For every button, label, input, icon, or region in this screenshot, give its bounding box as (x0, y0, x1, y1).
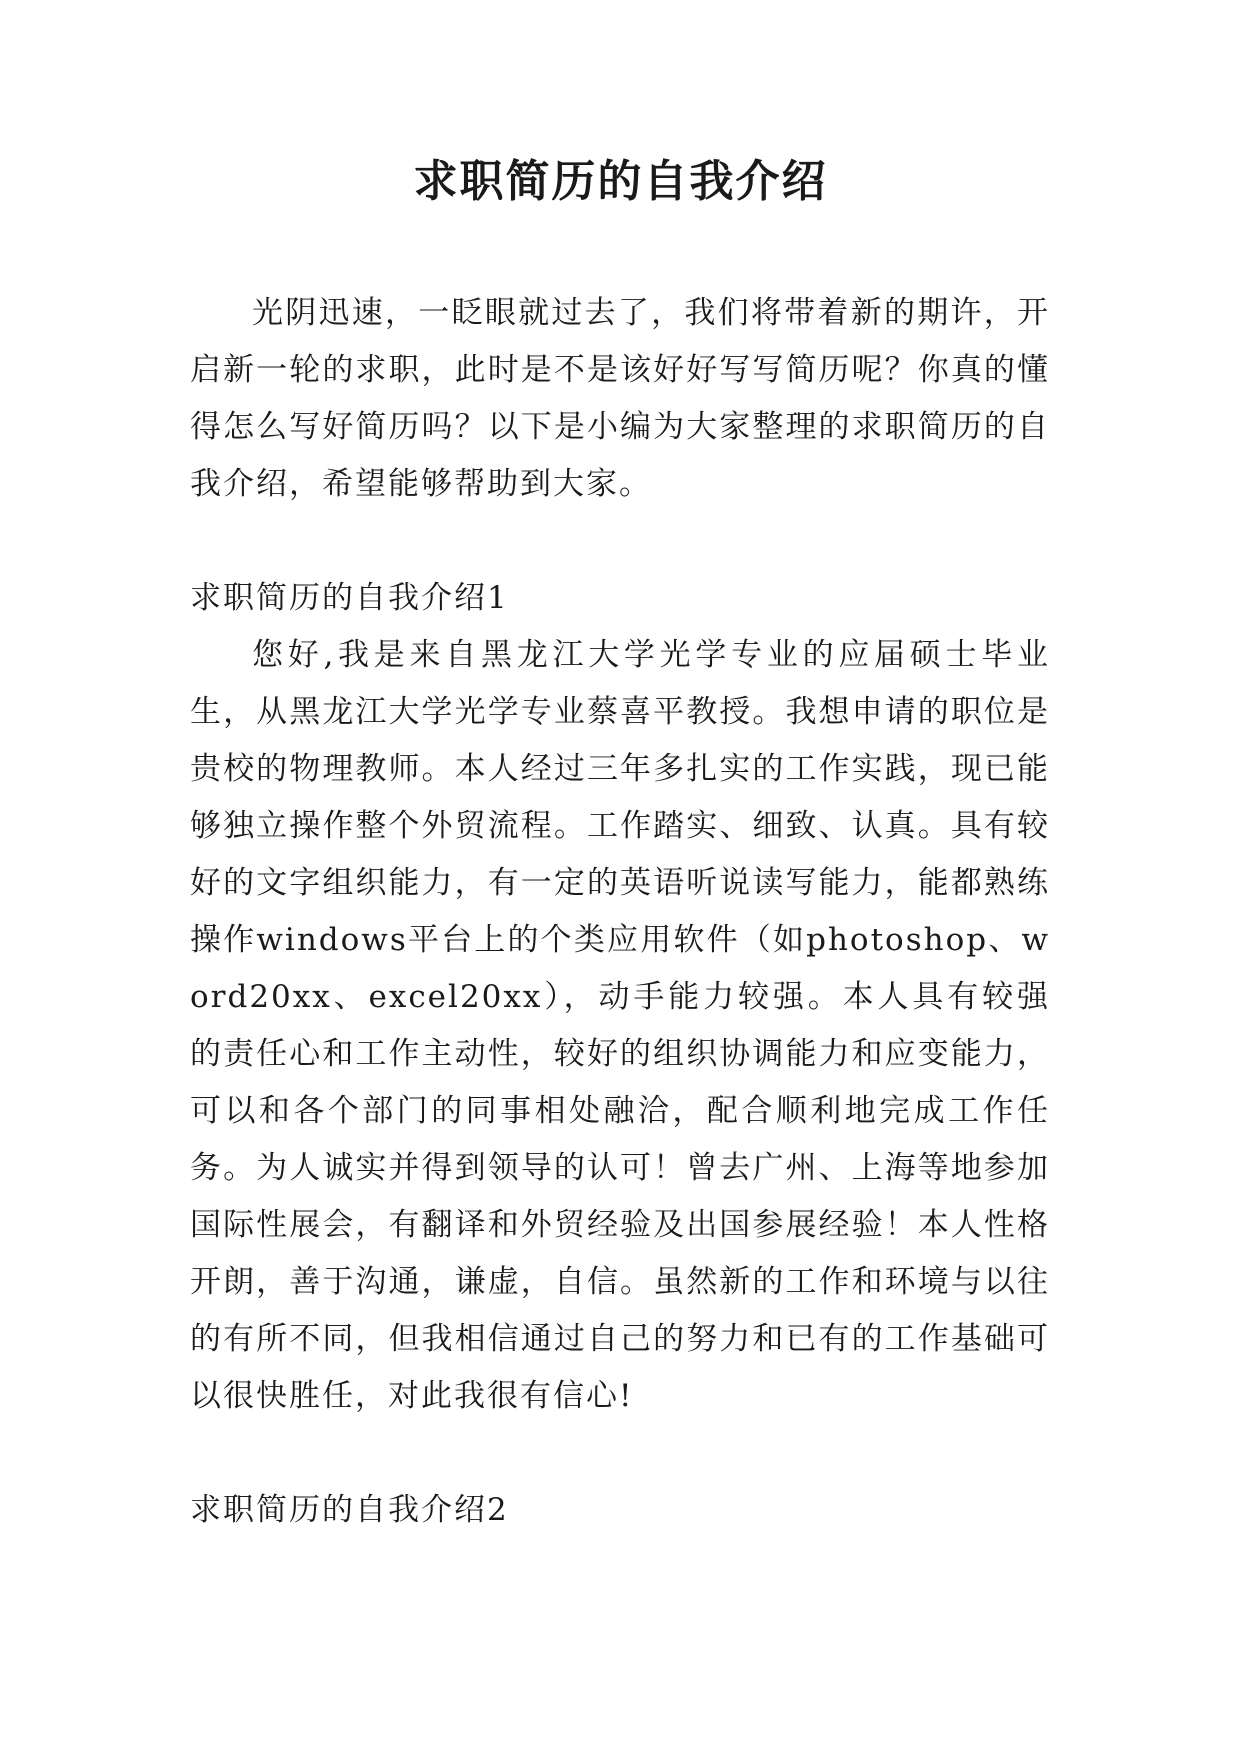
intro-paragraph: 光阴迅速，一眨眼就过去了，我们将带着新的期许，开启新一轮的求职，此时是不是该好好写写简历呢？你真的懂得怎么写好简历吗？以下是小编为大家整理的求职简历的自我介绍，希望能够帮助到大家。 (190, 295, 1050, 502)
section-body-1: 您好,我是来自黑龙江大学光学专业的应届硕士毕业生，从黑龙江大学光学专业蔡喜平教授。我想申请的职位是贵校的物理教师。本人经过三年多扎实的工作实践，现已能够独立操作整个外贸流程。工作踏实、细致、认真。具有较好的文字组织能力，有一定的英语听说读写能力，能都熟练操作windows平台上的个类应用软件（如photoshop、word20xx、excel20xx），动手能力较强。本人具有较强的责任心和工作主动性，较好的组织协调能力和应变能力，可以和各个部门的同事相处融洽，配合顺利地完成工作任务。为人诚实并得到领导的认可！曾去广州、上海等地参加国际性展会，有翻译和外贸经验及出国参展经验！本人性格开朗，善于沟通，谦虚，自信。虽然新的工作和环境与以往的有所不同，但我相信通过自己的努力和已有的工作基础可以很快胜任，对此我很有信心! (190, 637, 1050, 1414)
document-title: 求职简历的自我介绍 (413, 156, 828, 207)
section-heading-1: 求职简历的自我介绍1 (190, 580, 509, 616)
section-heading-2: 求职简历的自我介绍2 (190, 1492, 509, 1528)
document-body (190, 285, 1050, 1539)
paragraph-spacer (190, 1425, 1050, 1482)
paragraph-spacer (190, 513, 1050, 570)
